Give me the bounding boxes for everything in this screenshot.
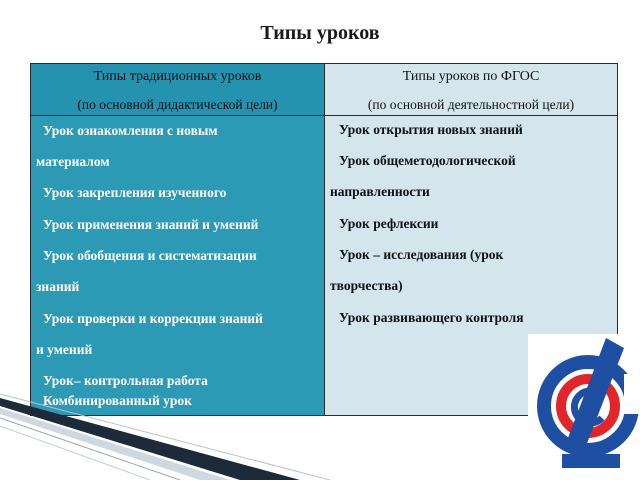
fgos-item-line: Урок рефлексии bbox=[339, 216, 439, 231]
traditional-item-line: Урок ознакомления с новым bbox=[43, 123, 218, 138]
page-title: Типы уроков bbox=[260, 22, 380, 44]
traditional-item-line: Урок проверки и коррекции знаний bbox=[43, 311, 263, 326]
fgos-logo-icon bbox=[528, 334, 640, 480]
traditional-item-line: знаний bbox=[36, 279, 80, 294]
traditional-item-line: материалом bbox=[36, 154, 110, 169]
fgos-item-line: творчества) bbox=[330, 278, 403, 293]
traditional-item-line: Урок– контрольная работа bbox=[43, 373, 208, 388]
traditional-item-line: Комбинированный урок bbox=[43, 393, 192, 408]
traditional-header-subtitle: (по основной дидактической цели) bbox=[77, 97, 278, 112]
traditional-header-title: Типы традиционных уроков bbox=[93, 69, 262, 84]
fgos-header-subtitle: (по основной деятельностной цели) bbox=[367, 97, 575, 112]
traditional-lessons-column bbox=[31, 64, 325, 415]
fgos-item-line: Урок общеметодологической bbox=[339, 153, 516, 168]
fgos-header-title: Типы уроков по ФГОС bbox=[402, 69, 540, 84]
fgos-item-line: Урок открытия новых знаний bbox=[339, 122, 523, 137]
traditional-item-line: Урок обобщения и систематизации bbox=[43, 248, 257, 263]
traditional-item-line: Урок применения знаний и умений bbox=[43, 217, 259, 232]
fgos-item-line: направленности bbox=[330, 184, 430, 199]
fgos-item-line: Урок развивающего контроля bbox=[339, 310, 524, 325]
traditional-column-header bbox=[31, 64, 324, 116]
fgos-item-line: Урок – исследования (урок bbox=[339, 247, 504, 262]
traditional-item-line: и умений bbox=[36, 342, 93, 357]
traditional-item-line: Урок закрепления изученного bbox=[43, 185, 227, 200]
fgos-column-header bbox=[325, 64, 617, 116]
